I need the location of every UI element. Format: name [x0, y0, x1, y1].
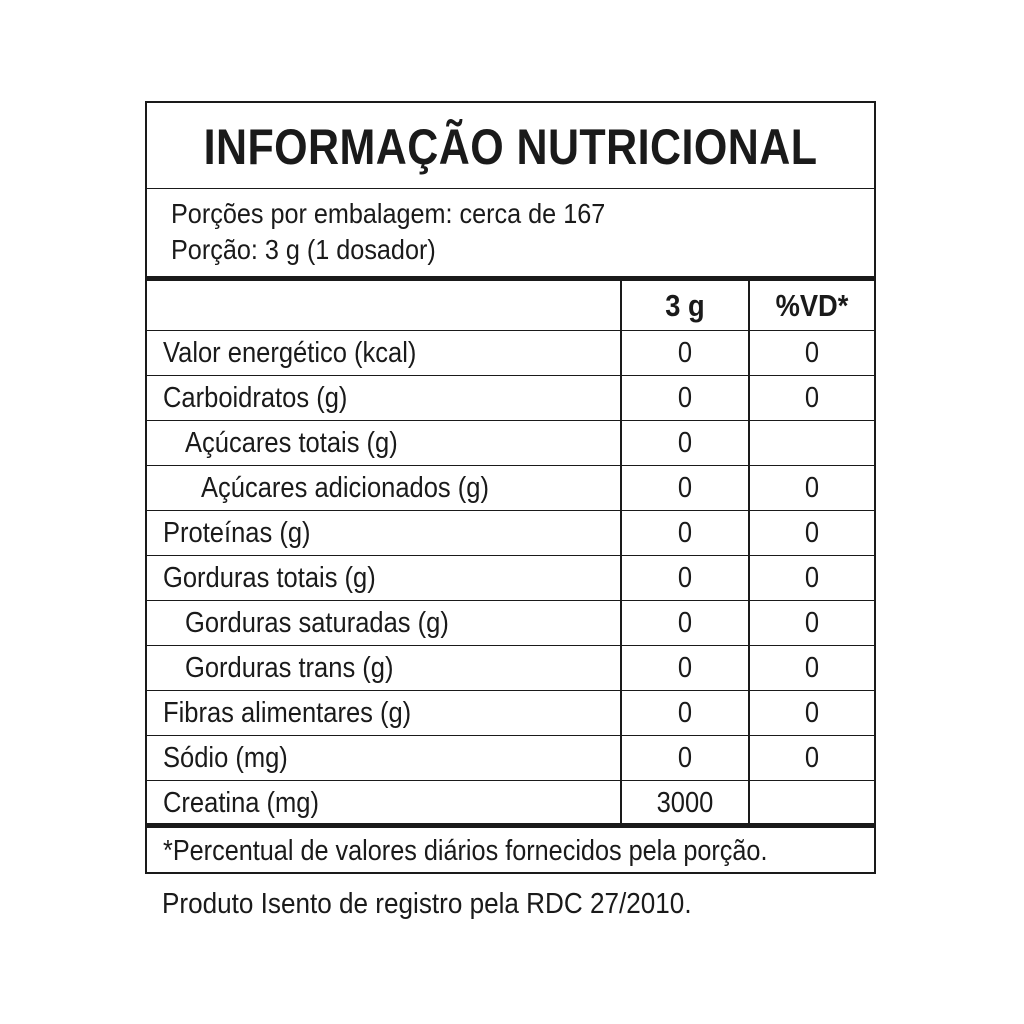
amount-per-serving: 0	[677, 427, 693, 459]
column-divider-1	[620, 281, 622, 825]
table-row	[147, 601, 874, 646]
nutrient-name: Gorduras totais (g)	[163, 562, 376, 594]
nutrient-name: Gorduras saturadas (g)	[185, 607, 449, 639]
column-header-per-serving: 3 g	[665, 288, 705, 323]
nutrient-name: Valor energético (kcal)	[163, 337, 417, 369]
amount-per-serving: 0	[677, 742, 693, 774]
nutrient-name: Proteínas (g)	[163, 517, 311, 549]
daily-value-footnote: *Percentual de valores diários fornecidos pela porção.	[163, 835, 768, 867]
daily-value-percent: 0	[804, 382, 820, 414]
table-row	[147, 511, 874, 556]
amount-per-serving: 0	[677, 607, 693, 639]
daily-value-percent: 0	[804, 697, 820, 729]
table-row	[147, 691, 874, 736]
column-header-daily-value: %VD*	[775, 288, 849, 323]
daily-value-percent: 0	[804, 652, 820, 684]
table-row	[147, 736, 874, 781]
nutrient-name: Creatina (mg)	[163, 787, 320, 819]
amount-per-serving: 0	[677, 697, 693, 729]
amount-per-serving: 0	[677, 562, 693, 594]
amount-per-serving: 0	[677, 337, 693, 369]
amount-per-serving: 3000	[656, 787, 714, 819]
servings-per-package: Porções por embalagem: cerca de 167	[171, 198, 606, 229]
table-row	[147, 646, 874, 691]
panel-title: INFORMAÇÃO NUTRICIONAL	[203, 119, 818, 175]
footer-thick-rule	[147, 823, 874, 828]
amount-per-serving: 0	[677, 652, 693, 684]
registration-note: Produto Isento de registro pela RDC 27/2010.	[162, 888, 692, 920]
daily-value-percent: 0	[804, 472, 820, 504]
nutrient-name: Carboidratos (g)	[163, 382, 348, 414]
daily-value-percent: 0	[804, 562, 820, 594]
daily-value-percent: 0	[804, 517, 820, 549]
table-row	[147, 781, 874, 826]
table-row	[147, 331, 874, 376]
daily-value-percent	[757, 421, 866, 465]
table-row	[147, 466, 874, 511]
serving-size: Porção: 3 g (1 dosador)	[171, 234, 436, 265]
amount-per-serving: 0	[677, 517, 693, 549]
daily-value-percent: 0	[804, 742, 820, 774]
title-divider	[147, 188, 874, 189]
nutrient-name: Açúcares totais (g)	[185, 427, 398, 459]
nutrition-facts-panel	[145, 101, 876, 874]
table-row	[147, 376, 874, 421]
daily-value-percent	[757, 781, 866, 825]
table-row	[147, 421, 874, 466]
amount-per-serving: 0	[677, 382, 693, 414]
column-divider-2	[748, 281, 750, 825]
nutrient-name: Fibras alimentares (g)	[163, 697, 412, 729]
daily-value-percent: 0	[804, 337, 820, 369]
table-header-row	[147, 281, 874, 331]
nutrition-table	[147, 281, 874, 825]
nutrient-name: Gorduras trans (g)	[185, 652, 394, 684]
nutrient-name: Açúcares adicionados (g)	[201, 472, 489, 504]
daily-value-percent: 0	[804, 607, 820, 639]
table-row	[147, 556, 874, 601]
amount-per-serving: 0	[677, 472, 693, 504]
nutrient-name: Sódio (mg)	[163, 742, 288, 774]
